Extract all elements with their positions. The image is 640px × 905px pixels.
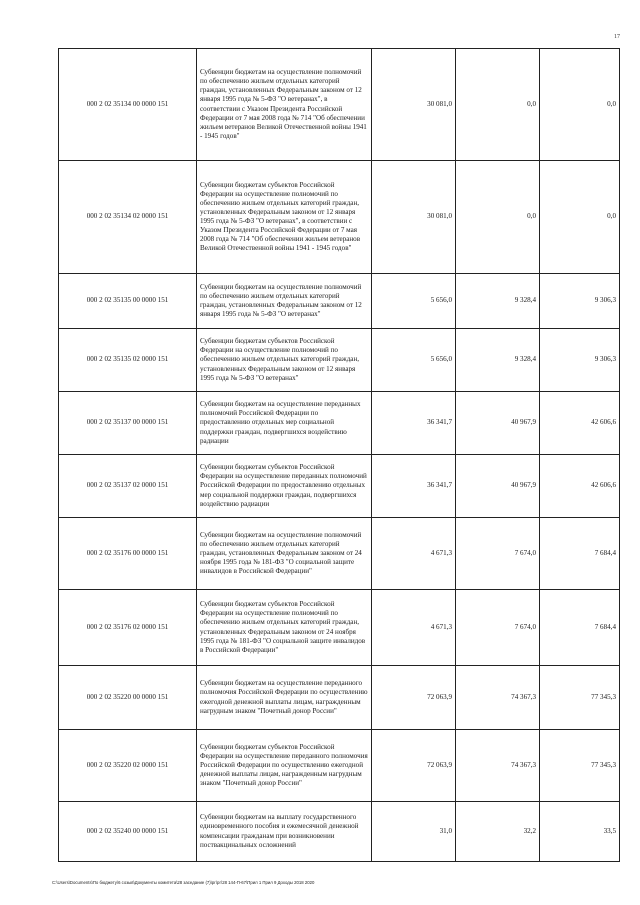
amount-2018-cell: 4 671,3 [372,518,456,590]
table-row [59,666,620,730]
amount-2020-cell: 0,0 [540,49,620,161]
amount-2020-cell: 77 345,3 [540,730,620,802]
table-row [59,392,620,455]
amount-2019-cell: 0,0 [456,161,540,274]
amount-2019-cell: 9 328,4 [456,274,540,329]
revenue-table-body [59,49,620,862]
budget-code-cell: 000 2 02 35220 02 0000 151 [59,730,197,802]
footer-file-path: C:\Users\Documents\По бюджету\6 созыв\Документы комитета\28 заседание (7)\рг\рг\28 144-П-67\Прил 1 Прил 9 Доходы 2018 2020 [52,880,315,885]
amount-2018-cell: 72 063,9 [372,666,456,730]
amount-2020-cell: 9 306,3 [540,274,620,329]
amount-2019-cell: 7 674,0 [456,590,540,666]
amount-2020-cell: 7 684,4 [540,518,620,590]
table-row [59,730,620,802]
description-cell: Субвенции бюджетам субъектов Российской Федерации на осуществление переданного полномочия Российской Федерации по осуществлению ежегодной денежной выплаты лицам, награжденным нагрудным знаком "Почетный донор России" [197,730,372,802]
budget-code-cell: 000 2 02 35176 02 0000 151 [59,590,197,666]
amount-2020-cell: 42 606,6 [540,392,620,455]
table-row [59,274,620,329]
budget-code-cell: 000 2 02 35240 00 0000 151 [59,802,197,862]
description-cell: Субвенции бюджетам на осуществление полномочий по обеспечению жильем отдельных категорий граждан, установленных Федеральным законом от 12 января 1995 года № 5-ФЗ "О ветеранах", в соответствии с Указом Президента Российской Федерации от 7 мая 2008 года № 714 "Об обеспечении жильем ветеранов Великой Отечественной войны 1941 - 1945 годов" [197,49,372,161]
table-row [59,161,620,274]
table-row [59,802,620,862]
budget-code-cell: 000 2 02 35135 00 0000 151 [59,274,197,329]
budget-code-cell: 000 2 02 35137 02 0000 151 [59,455,197,518]
amount-2018-cell: 36 341,7 [372,392,456,455]
amount-2019-cell: 40 967,9 [456,455,540,518]
amount-2019-cell: 9 328,4 [456,329,540,392]
description-cell: Субвенции бюджетам на осуществление переданных полномочий Российской Федерации по предоставлению отдельных мер социальной поддержки граждан, подвергшихся воздействию радиации [197,392,372,455]
description-cell: Субвенции бюджетам субъектов Российской Федерации на осуществление полномочий по обеспечению жильем отдельных категорий граждан, установленных Федеральным законом от 12 января 1995 года № 5-ФЗ "О ветеранах", в соответствии с Указом Президента Российской Федерации от 7 мая 2008 года № 714 "Об обеспечении жильем ветеранов Великой Отечественной войны 1941 - 1945 годов" [197,161,372,274]
budget-code-cell: 000 2 02 35176 00 0000 151 [59,518,197,590]
budget-code-cell: 000 2 02 35134 02 0000 151 [59,161,197,274]
description-cell: Субвенции бюджетам субъектов Российской Федерации на осуществление полномочий по обеспечению жильем отдельных категорий граждан, установленных Федеральным законом от 24 ноября 1995 года № 181-ФЗ "О социальной защите инвалидов в Российской Федерации" [197,590,372,666]
description-cell: Субвенции бюджетам на осуществление полномочий по обеспечению жильем отдельных категорий граждан, установленных Федеральным законом от 24 ноября 1995 года № 181-ФЗ "О социальной защите инвалидов в Российской Федерации" [197,518,372,590]
table-row [59,455,620,518]
description-cell: Субвенции бюджетам субъектов Российской Федерации на осуществление полномочий по обеспечению жильем отдельных категорий граждан, установленных Федеральным законом от 12 января 1995 года № 5-ФЗ "О ветеранах" [197,329,372,392]
amount-2019-cell: 74 367,3 [456,666,540,730]
description-cell: Субвенции бюджетам на осуществление полномочий по обеспечению жильем отдельных категорий граждан, установленных Федеральным законом от 12 января 1995 года № 5-ФЗ "О ветеранах" [197,274,372,329]
page-number: 17 [614,34,620,40]
amount-2020-cell: 42 606,6 [540,455,620,518]
amount-2020-cell: 77 345,3 [540,666,620,730]
amount-2018-cell: 31,0 [372,802,456,862]
budget-code-cell: 000 2 02 35220 00 0000 151 [59,666,197,730]
revenue-table [58,48,620,862]
table-row [59,329,620,392]
description-cell: Субвенции бюджетам на осуществление переданного полномочия Российской Федерации по осуществлению ежегодной денежной выплаты лицам, награжденным нагрудным знаком "Почетный донор России" [197,666,372,730]
amount-2018-cell: 36 341,7 [372,455,456,518]
amount-2019-cell: 74 367,3 [456,730,540,802]
amount-2020-cell: 0,0 [540,161,620,274]
table-row [59,590,620,666]
amount-2018-cell: 4 671,3 [372,590,456,666]
table-row [59,49,620,161]
amount-2019-cell: 0,0 [456,49,540,161]
amount-2018-cell: 30 081,0 [372,161,456,274]
amount-2020-cell: 9 306,3 [540,329,620,392]
description-cell: Субвенции бюджетам субъектов Российской Федерации на осуществление переданных полномочий Российской Федерации по предоставлению отдельных мер социальной поддержки граждан, подвергшихся воздействию радиации [197,455,372,518]
budget-code-cell: 000 2 02 35134 00 0000 151 [59,49,197,161]
amount-2019-cell: 40 967,9 [456,392,540,455]
budget-code-cell: 000 2 02 35137 00 0000 151 [59,392,197,455]
amount-2020-cell: 33,5 [540,802,620,862]
amount-2018-cell: 72 063,9 [372,730,456,802]
budget-code-cell: 000 2 02 35135 02 0000 151 [59,329,197,392]
description-cell: Субвенции бюджетам на выплату государственного единовременного пособия и ежемесячной денежной компенсации гражданам при возникновении поствакцинальных осложнений [197,802,372,862]
table-row [59,518,620,590]
amount-2020-cell: 7 684,4 [540,590,620,666]
amount-2018-cell: 5 656,0 [372,274,456,329]
amount-2018-cell: 30 081,0 [372,49,456,161]
amount-2018-cell: 5 656,0 [372,329,456,392]
amount-2019-cell: 7 674,0 [456,518,540,590]
amount-2019-cell: 32,2 [456,802,540,862]
